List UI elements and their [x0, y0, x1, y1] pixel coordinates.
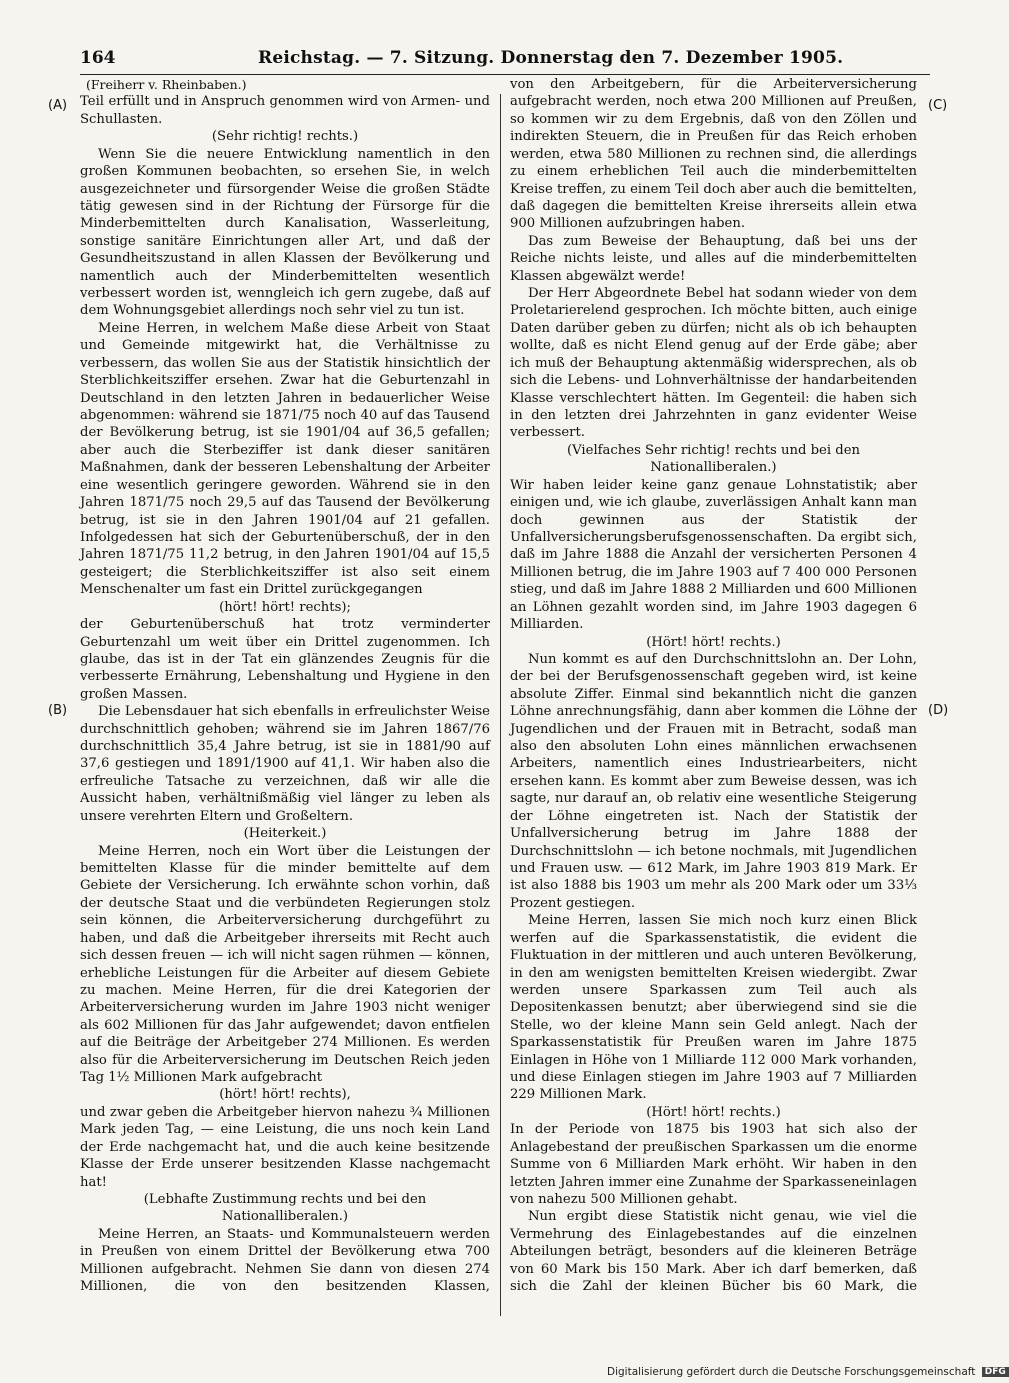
speaker-note: (Freiherr v. Rheinbaben.)	[86, 77, 247, 92]
interjection: (Sehr richtig! rechts.)	[211, 129, 359, 145]
margin-mark-c: (C)	[928, 98, 948, 113]
paragraph: Wir haben leider keine ganz genaue Lohnstatistik; aber einigen und, wie ich glaube, zuverlässigen Anhalt kann man doch gewinnen aus der Statistik der Unfallversicherungsberufsgenossenschaften. Da ergibt sich, daß im Jahre 1888 die Anzahl der versicherten Personen 4 Millionen betrug, die im Jahre 1903 auf 7 400 000 Personen stieg, und daß im Jahre 1888 2 Milliarden und 600 Millionen an Löhnen gezahlt worden sind, im Jahre 1903 dagegen 6 Milliarden.	[510, 477, 917, 633]
margin-mark-b: (B)	[48, 703, 68, 718]
paragraph: In der Periode von 1875 bis 1903 hat sich also der Anlagebestand der preußischen Sparkassen um die enorme Summe von 6 Milliarden Mark erhöht. Wir haben in den letzten Jahren immer eine Zunahme der Sparkasseneinlagen von nahezu 500 Millionen gehabt.	[510, 1122, 917, 1207]
paragraph: Nun ergibt diese Statistik nicht genau, wie viel die Vermehrung des Einlagebestandes auf die einzelnen Abteilungen beträgt, besonders auf die kleineren Beträge von 60 Mark bis 150 Mark. Aber ich darf bemerken, daß sich die Zahl der kleinen Bücher bis 60 Mark, die	[510, 1209, 917, 1295]
paragraph: von den Arbeitgebern, für die Arbeiterversicherung aufgebracht werden, noch etwa 200 Millionen auf Preußen, so kommen wir zu dem Ergebnis, daß von den Zöllen und indirekten Steuern, die in Preußen für das Reich erhoben werden, etwa 580 Millionen zu rechnen sind, die allerdings zu einem erheblichen Teil auch die minderbemittelten Kreise treffen, zu einem Teil doch aber auch die bemittelten, daß dagegen die bemittelten Kreise ihrerseits allein etwa 900 Millionen aufzubringen haben.	[510, 77, 917, 232]
paragraph: Meine Herren, in welchem Maße diese Arbeit von Staat und Gemeinde mitgewirkt hat, die Verhältnisse zu verbessern, das wollen Sie aus der Statistik hinsichtlich der Sterblichkeitsziffer ersehen. Zwar hat die Geburtenzahl in Deutschland in den letzten Jahren in bedauerlicher Weise abgenommen: während sie 1871/75 noch 40 auf das Tausend der Bevölkerung betrug, ist sie 1901/04 auf 36,5 gefallen; aber auch die Sterbeziffer ist dank dieser sanitären Maßnahmen, dank der besseren Lebenshaltung der Arbeiter eine wesentlich geringere geworden. Während sie in den Jahren 1871/75 noch 29,5 auf das Tausend der Bevölkerung betrug, ist sie in den Jahren 1901/04 auf 21 gefallen. Infolgedessen hat sich der Geburtenüberschuß, der in den Jahren 1871/75 11,2 betrug, in den Jahren 1901/04 auf 15,5 gesteigert; die Sterblichkeitsziffer ist also seit einem Menschenalter um fast ein Drittel zurückgegangen	[80, 320, 490, 598]
page-number: 164	[80, 48, 116, 68]
dfg-logo: DFG	[982, 1367, 1009, 1377]
interjection: (hört! hört! rechts),	[219, 1087, 351, 1103]
paragraph: Wenn Sie die neuere Entwicklung namentlich in den großen Kommunen beobachten, so ersehen Sie, in welch ausgezeichneter und fürsorgender Weise die großen Städte tätig gewesen sind in der Richtung der Fürsorge für die Minderbemittelten durch Kanalisation, Wasserleitung, sonstige sanitäre Einrichtungen aller Art, und daß der Gesundheitszustand in allen Klassen der Bevölkerung und namentlich auch der Minderbemittelten wesentlich verbessert worden ist, wenngleich ich gern zugebe, daß auf dem Wohnungsgebiet allerdings noch sehr viel zu tun ist.	[80, 146, 490, 319]
paragraph: Meine Herren, lassen Sie mich noch kurz einen Blick werfen auf die Sparkassenstatistik, die evident die Fluktuation in der mittleren und auch unteren Bevölkerung, in den am wenigsten bemittelten Kreisen wiedergibt. Zwar werden unsere Sparkassen zum Teil auch als Depositenkassen benutzt; aber überwiegend sind sie die Stelle, wo der kleine Mann sein Geld anlegt. Nach der Sparkassenstatistik für Preußen waren im Jahre 1875 Einlagen in Höhe von 1 Milliarde 112 000 Mark vorhanden, und diese Einlagen stiegen im Jahre 1903 auf 7 Milliarden 229 Millionen Mark.	[510, 913, 917, 1103]
margin-mark-d: (D)	[928, 703, 949, 718]
interjection: (Hört! hört! rechts.)	[646, 1104, 781, 1120]
paragraph: Teil erfüllt und in Anspruch genommen wird von Armen- und Schullasten.	[80, 94, 490, 127]
right-column	[510, 76, 917, 1296]
margin-mark-a: (A)	[48, 98, 68, 113]
paragraph: und zwar geben die Arbeitgeber hiervon nahezu ¾ Millionen Mark jeden Tag, — eine Leistung, die uns noch kein Land der Erde nachgemacht hat, und die auch keine besitzende Klasse der Erde unserer besitzenden Klasse nachgemacht hat!	[80, 1104, 490, 1190]
column-divider	[500, 94, 501, 1316]
paragraph: Nun kommt es auf den Durchschnittslohn an. Der Lohn, der bei der Berufsgenossenschaft gegeben wird, ist keine absolute Ziffer. Einmal sind bekanntlich nicht die ganzen Löhne anrechnungsfähig, dann aber kommen die Löhne der Jugendlichen und der Frauen mit in Betracht, sodaß man also den absoluten Lohn eines männlichen erwachsenen Arbeiters, namentlich eines Industriearbeiters, nicht ersehen kann. Es kommt aber zum Beweise dessen, was ich sagte, nur darauf an, ob relativ eine wesentliche Steigerung der Löhne eingetreten ist. Nach der Statistik der Unfallversicherung betrug im Jahre 1888 der Durchschnittslohn — ich betone nochmals, mit Jugendlichen und Frauen usw. — 612 Mark, im Jahre 1903 819 Mark. Er ist also 1888 bis 1903 um mehr als 200 Mark oder um 33⅓ Prozent gestiegen.	[510, 651, 917, 911]
paragraph: Meine Herren, an Staats- und Kommunalsteuern werden in Preußen von einem Drittel der Bevölkerung etwa 700 Millionen aufgebracht. Nehmen Sie dann von diesen 274 Millionen, die von den besitzenden Klassen,	[80, 1226, 490, 1295]
interjection: (hört! hört! rechts);	[219, 599, 351, 615]
paragraph: Meine Herren, noch ein Wort über die Leistungen der bemittelten Klasse für die minder bemittelte auf dem Gebiete der Versicherung. Ich erwähnte schon vorhin, daß der deutsche Staat und die verbündeten Regierungen stolz sein können, die Arbeiterversicherung durchgeführt zu haben, und daß die Arbeitgeber ihrerseits mit Recht auch sich dessen freuen — ich will nicht sagen rühmen — können, erhebliche Leistungen für die Arbeiter auf diesem Gebiete zu machen. Meine Herren, für die drei Kategorien der Arbeiterversicherung wurden im Jahre 1903 nicht weniger als 602 Millionen für das Jahr aufgewendet; davon entfielen auf die Beiträge der Arbeitgeber 274 Millionen. Es werden also für die Arbeiterversicherung im Deutschen Reich jeden Tag 1½ Millionen Mark aufgebracht	[80, 843, 490, 1086]
header-rule	[80, 74, 930, 75]
left-column	[80, 76, 490, 1296]
digitization-footer	[607, 1366, 1009, 1378]
paragraph: Die Lebensdauer hat sich ebenfalls in erfreulichster Weise durchschnittlich gehoben; während sie im Jahren 1867/76 durchschnittlich 35,4 Jahre betrug, ist sie in 1881/90 auf 37,6 gestiegen und 1891/1900 auf 41,1. Wir haben also die erfreuliche Tatsache zu verzeichnen, daß wir alle die Aussicht haben, verhältnißmäßig viel länger zu leben als unsere verehrten Eltern und Großeltern.	[80, 704, 490, 824]
running-title: Reichstag. — 7. Sitzung. Donnerstag den 7. Dezember 1905.	[258, 48, 844, 68]
interjection: (Lebhafte Zustimmung rechts und bei den Nationalliberalen.)	[143, 1192, 427, 1225]
paragraph: der Geburtenüberschuß hat trotz verminderter Geburtenzahl um weit über ein Drittel zugenommen. Ich glaube, das ist in der Tat ein glänzendes Zeugnis für die verbesserte Ernährung, Lebenshaltung und Hygiene in den großen Massen.	[80, 617, 490, 702]
interjection: (Vielfaches Sehr richtig! rechts und bei den Nationalliberalen.)	[566, 442, 860, 476]
interjection: (Hört! hört! rechts.)	[646, 634, 781, 650]
page-header	[80, 48, 930, 72]
interjection: (Heiterkeit.)	[243, 826, 327, 842]
paragraph: Das zum Beweise der Behauptung, daß bei uns der Reiche nichts leiste, und alles auf die minderbemittelten Klassen abgewälzt werde!	[510, 233, 917, 284]
paragraph: Der Herr Abgeordnete Bebel hat sodann wieder von dem Proletarierelend gesprochen. Ich möchte bitten, auch einige Daten darüber geben zu dürfen; nicht als ob ich behaupten wollte, daß es nicht Elend genug auf der Erde gäbe; aber ich muß der Behauptung aktenmäßig widersprechen, als ob sich die Lebens- und Lohnverhältnisse der handarbeitenden Klasse verschlechtert hätten. Im Gegenteil: die haben sich in den letzten drei Jahrzehnten in ganz evidenter Weise verbessert.	[510, 286, 917, 441]
footer-credit: Digitalisierung gefördert durch die Deutsche Forschungsgemeinschaft	[607, 1366, 976, 1378]
